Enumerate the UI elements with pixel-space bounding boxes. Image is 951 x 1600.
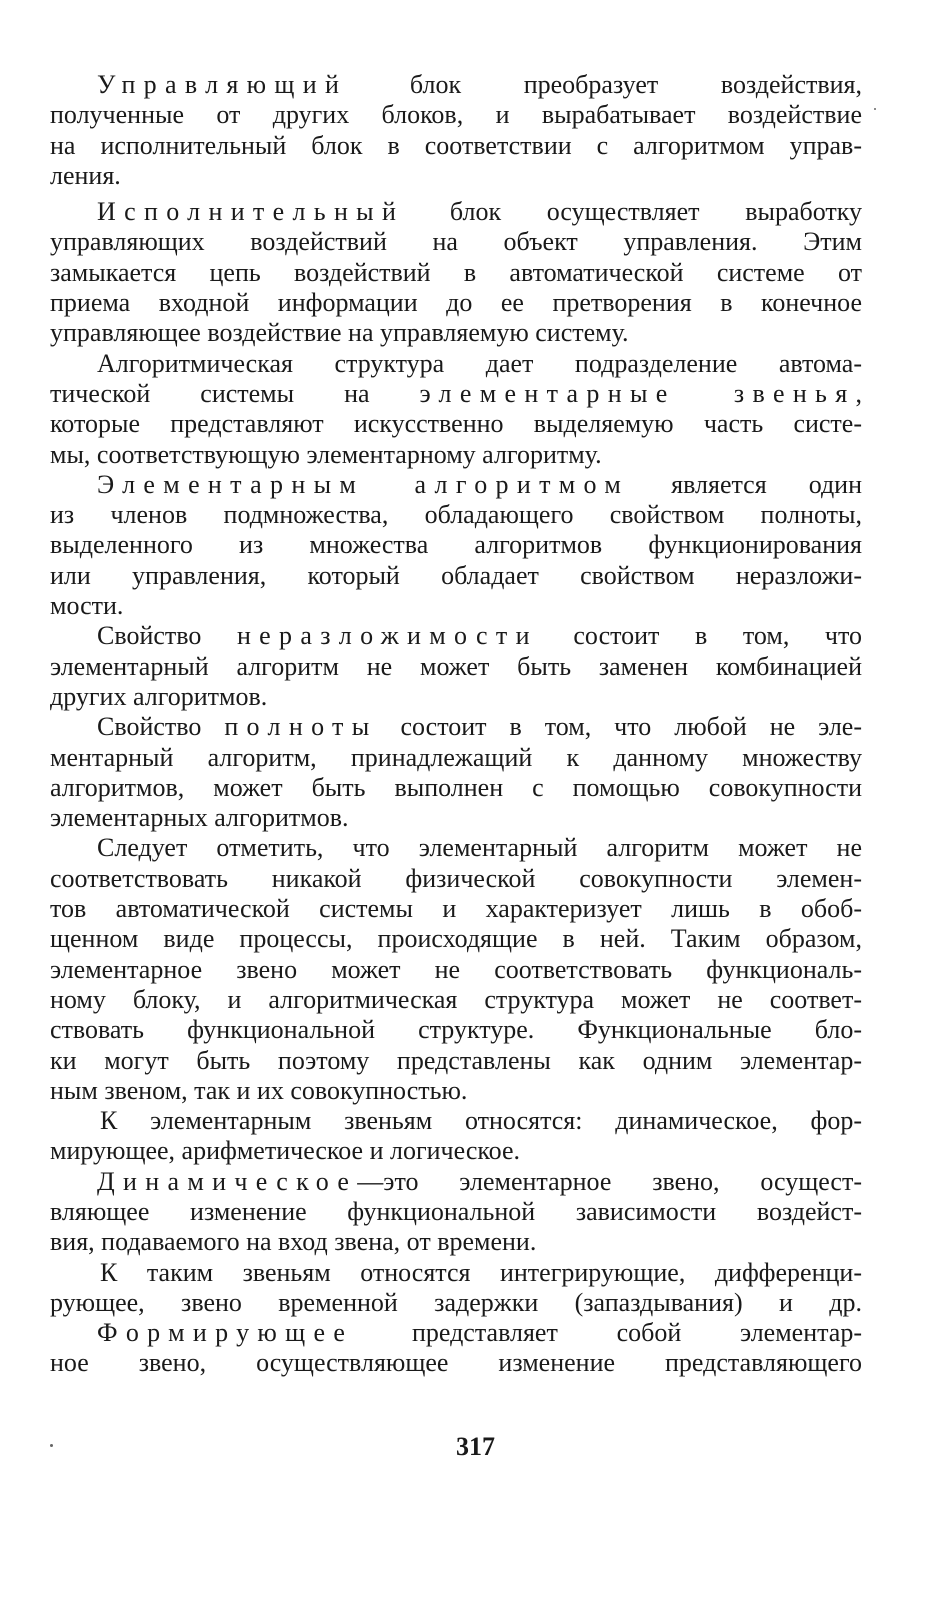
text-line: ствовать функциональной структуре. Функциональные бло- bbox=[50, 1015, 862, 1045]
paragraph-forming bbox=[50, 1318, 862, 1379]
spaced-term: полноты bbox=[224, 712, 378, 742]
text-line: Следует отметить, что элементарный алгоритм может не bbox=[97, 833, 862, 863]
paragraph-control-block bbox=[50, 70, 862, 191]
scan-speck bbox=[874, 108, 876, 110]
paragraph-note bbox=[50, 833, 862, 1106]
page-number: 317 bbox=[456, 1432, 495, 1461]
text-line: ному блоку, и алгоритмическая структура может не соответ- bbox=[50, 984, 862, 1014]
text-line: алгоритмов, может быть выполнен с помощью совокупности bbox=[50, 772, 862, 802]
paragraph-dynamic bbox=[50, 1167, 862, 1258]
text-line: тов автоматической системы и характеризует лишь в обоб- bbox=[50, 894, 862, 924]
text-line: элементарный алгоритм не может быть заменен комбинацией bbox=[50, 651, 862, 681]
text-line: или управления, который обладает свойством неразложи- bbox=[50, 560, 862, 590]
text-line: управляющих воздействий на объект управления. Этим bbox=[50, 227, 862, 257]
text-line: тической системы на элементарные звенья, bbox=[50, 378, 863, 408]
text-line: ное звено, осуществляющее изменение представляющего bbox=[50, 1348, 862, 1378]
text-line: на исполнительный блок в соответствии с алгоритмом управ- bbox=[50, 130, 862, 160]
text-line: ным звеном, так и их совокупностью. bbox=[50, 1075, 468, 1105]
paragraph-dynamic-examples bbox=[50, 1258, 862, 1319]
text-line: полученные от других блоков, и вырабатывает воздействие bbox=[50, 100, 862, 130]
text-line: ментарный алгоритм, принадлежащий к данному множеству bbox=[50, 742, 862, 772]
page-body bbox=[50, 70, 862, 1379]
text-line: которые представляют искусственно выделяемую часть систе- bbox=[50, 409, 862, 439]
text-line: Элементарным алгоритмом является один bbox=[97, 469, 862, 499]
text-line: Управляющий блок преобразует воздействия, bbox=[97, 70, 862, 99]
text-line: К элементарным звеньям относятся: динамическое, фор- bbox=[100, 1106, 862, 1136]
text-line: элементарных алгоритмов. bbox=[50, 803, 349, 833]
text-line: щенном виде процессы, происходящие в ней. Таким образом, bbox=[50, 924, 862, 954]
spaced-term: Динамическое bbox=[97, 1166, 358, 1196]
text-line: из членов подмножества, обладающего свойством полноты, bbox=[50, 500, 862, 530]
text-line: Динамическое—это элементарное звено, осущест- bbox=[97, 1166, 862, 1196]
text-line: приема входной информации до ее претворения в конечное bbox=[50, 288, 862, 318]
text-line: элементарное звено может не соответствовать функциональ- bbox=[50, 954, 862, 984]
text-line: соответствовать никакой физической совокупности элемен- bbox=[50, 863, 862, 893]
text-line: Алгоритмическая структура дает подразделение автома- bbox=[97, 348, 862, 378]
scan-speck bbox=[50, 1444, 53, 1447]
text-line: выделенного из множества алгоритмов функционирования bbox=[50, 530, 862, 560]
text-line: мы, соответствующую элементарному алгоритму. bbox=[50, 439, 602, 469]
spaced-term: Элементарным алгоритмом bbox=[97, 469, 630, 499]
spaced-term: элементарные звенья bbox=[419, 378, 856, 408]
text-line: мирующее, арифметическое и логическое. bbox=[50, 1136, 521, 1166]
text-line: Формирующее представляет собой элементар- bbox=[97, 1318, 862, 1348]
paragraph-indecomposability bbox=[50, 621, 862, 712]
text-line: вляющее изменение функциональной зависимости воздейст- bbox=[50, 1196, 862, 1226]
spaced-term: неразложимости bbox=[236, 621, 538, 651]
paragraph-completeness bbox=[50, 712, 862, 833]
text-line: рующее, звено временной задержки (запаздывания) и др. bbox=[50, 1287, 862, 1317]
text-line: Исполнительный блок осуществляет выработку bbox=[97, 197, 862, 227]
text-line: Свойство полноты состоит в том, что любой не эле- bbox=[97, 712, 863, 742]
spaced-term: Формирующее bbox=[97, 1318, 354, 1348]
text-line: Свойство неразложимости состоит в том, что bbox=[97, 621, 862, 651]
text-line: К таким звеньям относятся интегрирующие, дифференци- bbox=[100, 1257, 862, 1287]
spaced-term: Управляющий bbox=[97, 70, 348, 99]
paragraph-algorithmic-structure bbox=[50, 349, 862, 470]
paragraph-elementary-algorithm bbox=[50, 470, 862, 621]
paragraph-link-types bbox=[50, 1106, 862, 1167]
text-line: ления. bbox=[50, 160, 121, 190]
text-line: вия, подаваемого на вход звена, от времени. bbox=[50, 1227, 537, 1257]
text-line: мости. bbox=[50, 591, 124, 621]
text-line: других алгоритмов. bbox=[50, 681, 268, 711]
paragraph-executive-block bbox=[50, 197, 862, 348]
text-line: управляющее воздействие на управляемую систему. bbox=[50, 318, 629, 348]
text-line: замыкается цепь воздействий в автоматической системе от bbox=[50, 257, 862, 287]
text-line: ки могут быть поэтому представлены как одним элементар- bbox=[50, 1045, 862, 1075]
spaced-term: Исполнительный bbox=[97, 197, 405, 227]
